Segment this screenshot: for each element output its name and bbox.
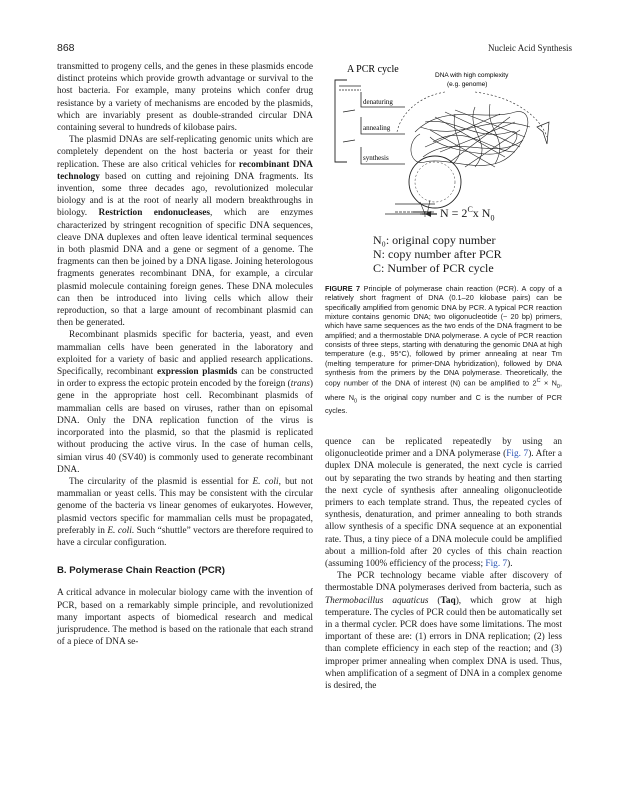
bold-term: expression plasmids: [156, 367, 238, 378]
step-annealing: annealing: [363, 124, 391, 132]
paragraph: Recombinant plasmids specific for bacteria, yeast, and even mammalian cells have been generated in the laboratory and exploited for a variety of basic and applied research applications. Specifically, recombinant expression plasmids can be constructed in order to express the ectopic protein encoded by the foreign (trans) gene in the appropriate host cell. Recombinant plasmids of mammalian cells are based on viruses, rather than on episomal DNA. Only the DNA replication function of the virus is incorporated into the plasmid, so that the plasmid is replicated without producing the active virus. In the case of human cells, simian virus 40 (SV40) is commonly used to generate recombinant DNA.: [57, 330, 313, 475]
paragraph: quence can be replicated repeatedly by using an oligonucleotide primer and a DNA polymerase (Fig. 7). After a duplex DNA molecule is generated, the next cycle is carried out by separating the two strands by heating and then starting the next cycle of synthesis after annealing oligonucleotide primers to each template strand. Thus, the repeated cycles of synthesis, denaturation, and primer annealing to both strands allow synthesis of a specific DNA sequence at an exponential rate. Thus, a tiny piece of a DNA molecule could be amplified about a million-fold after 20 cycles of this chain reaction (assuming 100% efficiency of the process; Fig. 7).: [325, 437, 562, 570]
bold-term: recombinant DNA technology: [57, 159, 313, 182]
figure-link[interactable]: Fig. 7: [506, 449, 529, 460]
bold-term: Restriction endonucleases: [98, 208, 211, 219]
right-column: [325, 436, 562, 692]
dna-tangle: [411, 104, 530, 167]
legend-c: C: Number of PCR cycle: [373, 261, 494, 275]
paragraph: The plasmid DNAs are self-replicating genomic units which are completely dependent on the host bacteria or yeast for their replication. These are also critical vehicles for recombinant DNA technology based on cutting and rejoining DNA fragments. Its invention, some three decades ago, revolutionized molecular biology and is at the root of nearly all modern breakthroughs in biology. Restriction endonucleases, which are enzymes characterized by stringent recognition of specific DNA sequences, cleave DNA duplexes and often leave identical terminal sequences in both plasmid DNA and a gene or segment of a genome. The fragments can then be joined by a DNA ligase. Joining heterologous fragments generates recombinant DNA, for example, a circular plasmid molecule containing foreign genes. These DNA molecules can then be introduced into living cells which allow their reproduction, so that a large amount of recombinant plasmid can then be generated.: [57, 135, 313, 329]
page-number: 868: [57, 42, 75, 54]
legend-n: N: copy number after PCR: [373, 247, 502, 261]
figure-link[interactable]: Fig. 7: [485, 559, 508, 570]
figure-caption: FIGURE 7 Principle of polymerase chain reaction (PCR). A copy of a relatively short fragment of DNA (0.1–20 kilobase pairs) can be specifically amplified from genomic DNA by PCR. A typical PCR reaction mixture contains genomic DNA; two oligonucleotide (~ 20 bp) primers, which have same sequences as the two ends of the DNA fragment to be amplified; and a thermostable DNA polymerase. A cycle of PCR reaction consists of three steps, starting with denaturing the genomic DNA at high temperature (e.g., 95°C), followed by primer annealing at near Tm (melting temperature for primer-DNA hybridization), followed by DNA synthesis from the primers by the DNA polymerase. Theoretically, the copy number of the DNA of interest (N) can be amplified to $2^C \times N_0$, where $N_0$ is the original copy number and C is the number of PCR cycles.: [325, 284, 563, 416]
dna-label-eg: (e.g. genome): [447, 81, 488, 88]
paragraph: A critical advance in molecular biology came with the invention of PCR, based on a remarkably simple principle, and revolutionized many important aspects of biomedical research and medical jurisprudence. The method is based on the rationale that each strand of a piece of DNA se-: [57, 588, 313, 648]
legend-n0: N₀: original copy number: [373, 233, 496, 247]
step-synthesis: synthesis: [363, 154, 389, 162]
paragraph: The PCR technology became viable after discovery of thermostable DNA polymerases derived from bacteria, such as Thermobacillus aquaticus (Taq), which grow at high temperature. The cycles of PCR could then be automatically set in a thermal cycler. PCR does have some limitations. The most important of these are: (1) errors in DNA replication; (2) less than complete efficiency in each step of the reaction; and (3) improper primer annealing when complex DNA is used. Thus, when amplification of a segment of DNA in a complex genome is desired, the: [325, 571, 562, 692]
cycle-bracket: [335, 80, 347, 162]
figure-title: A PCR cycle: [347, 64, 399, 75]
dna-label: DNA with high complexity: [435, 72, 509, 79]
left-column: [57, 61, 313, 648]
running-title: Nucleic Acid Synthesis: [488, 43, 572, 53]
section-heading: B. Polymerase Chain Reaction (PCR): [57, 565, 225, 577]
figure-label: FIGURE 7: [325, 284, 361, 293]
pcr-formula: $N = 2^Cx$ $N_0$: [440, 205, 495, 223]
step-denaturing: denaturing: [363, 98, 393, 106]
paragraph: The circularity of the plasmid is essential for E. coli, but not mammalian or yeast cells. This may be consistent with the circular genome of the bacteria vs linear genomes of eukaryotes. However, plasmid vectors specific for mammalian cells must be propagated, preferably in E. coli. Such “shuttle” vectors are therefore required to have a circular configuration.: [57, 476, 314, 548]
paragraph: transmitted to progeny cells, and the genes in these plasmids encode distinct proteins which provide growth advantage or survival to the host bacteria. For example, many proteins which confer drug resistance by a variety of mechanisms are encoded by the plasmids, which are invariably present as double-stranded circular DNA containing several to hundreds of kilobase pairs.: [57, 62, 313, 134]
